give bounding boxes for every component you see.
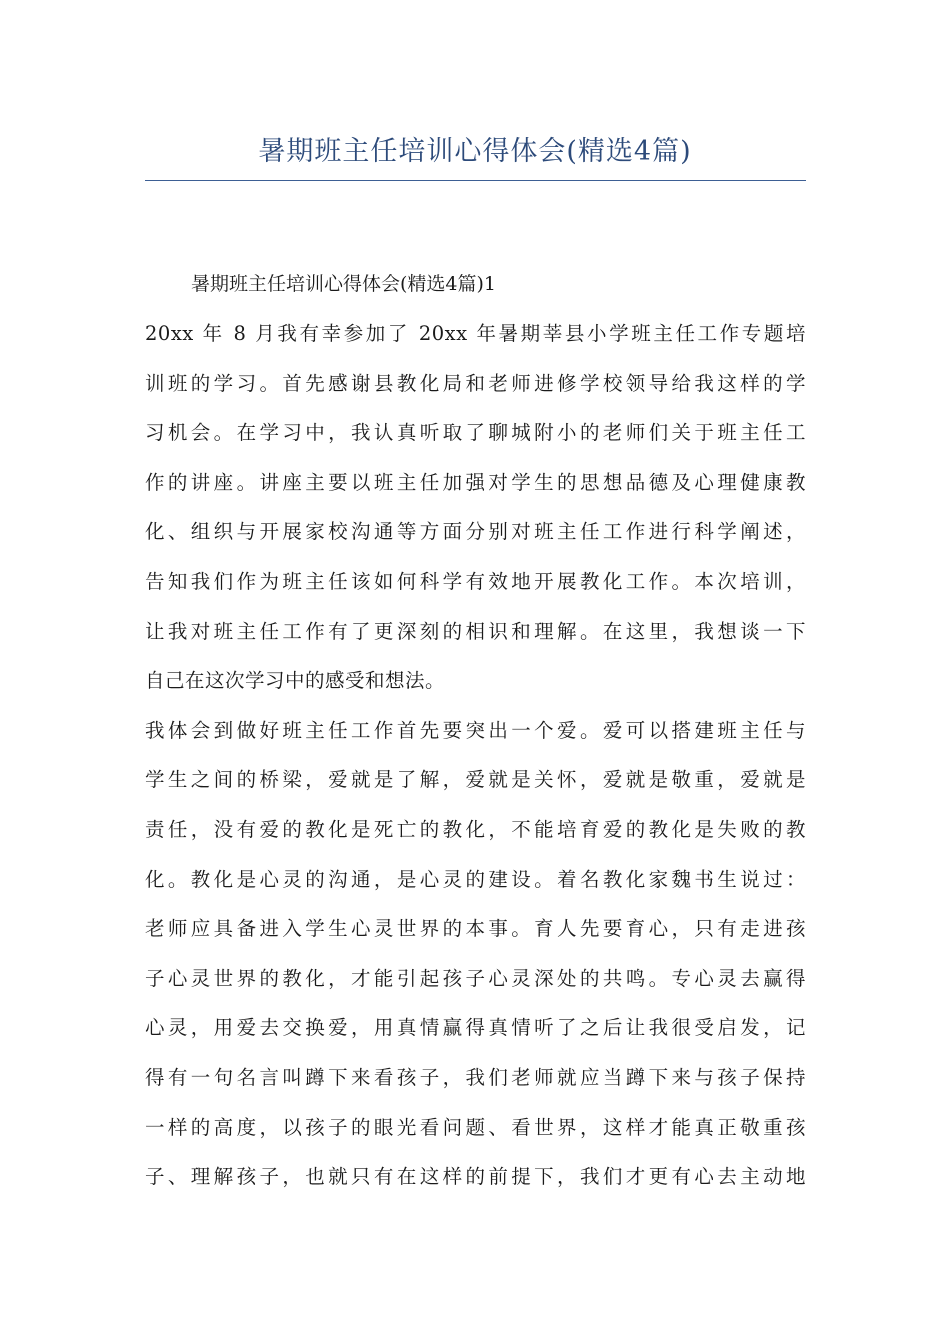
text-line: 自己在这次学习中的感受和想法。	[145, 669, 446, 693]
text-line: 心灵，用爱去交换爱，用真情赢得真情听了之后让我很受启发，记	[145, 1016, 806, 1040]
text-line: 习机会。在学习中，我认真听取了聊城附小的老师们关于班主任工	[145, 421, 806, 445]
text-line: 一样的高度，以孩子的眼光看问题、看世界，这样才能真正敬重孩	[145, 1115, 806, 1139]
text-line: 让我对班主任工作有了更深刻的相识和理解。在这里，我想谈一下	[145, 619, 806, 643]
section-heading: 暑期班主任培训心得体会(精选4篇)1	[191, 273, 497, 295]
text-line: 化。教化是心灵的沟通，是心灵的建设。着名教化家魏书生说过：	[145, 867, 806, 891]
paragraph-2	[145, 706, 806, 1202]
text-line: 子心灵世界的教化，才能引起孩子心灵深处的共鸣。专心灵去赢得	[145, 966, 806, 990]
text-line: 得有一句名言叫蹲下来看孩子，我们老师就应当蹲下来与孩子保持	[145, 1065, 806, 1089]
text-line: 20xx 年 8 月我有幸参加了 20xx 年暑期莘县小学班主任工作专题培	[145, 322, 806, 345]
text-line: 学生之间的桥梁，爱就是了解，爱就是关怀，爱就是敬重，爱就是	[145, 768, 806, 792]
text-line: 我体会到做好班主任工作首先要突出一个爱。爱可以搭建班主任与	[145, 718, 806, 742]
paragraph-1	[145, 309, 806, 706]
text-line: 训班的学习。首先感谢县教化局和老师进修学校领导给我这样的学	[145, 371, 806, 395]
document-title: 暑期班主任培训心得体会(精选4篇)	[258, 136, 692, 167]
text-line: 子、理解孩子，也就只有在这样的前提下，我们才更有心去主动地	[145, 1165, 806, 1189]
text-line: 作的讲座。讲座主要以班主任加强对学生的思想品德及心理健康教	[145, 470, 806, 494]
text-line: 告知我们作为班主任该如何科学有效地开展教化工作。本次培训，	[145, 569, 806, 593]
document-body	[145, 259, 806, 1202]
title-underline	[145, 180, 806, 181]
text-line: 责任，没有爱的教化是死亡的教化，不能培育爱的教化是失败的教	[145, 817, 806, 841]
text-line: 化、组织与开展家校沟通等方面分别对班主任工作进行科学阐述，	[145, 520, 806, 544]
text-line: 老师应具备进入学生心灵世界的本事。育人先要育心，只有走进孩	[145, 917, 806, 941]
